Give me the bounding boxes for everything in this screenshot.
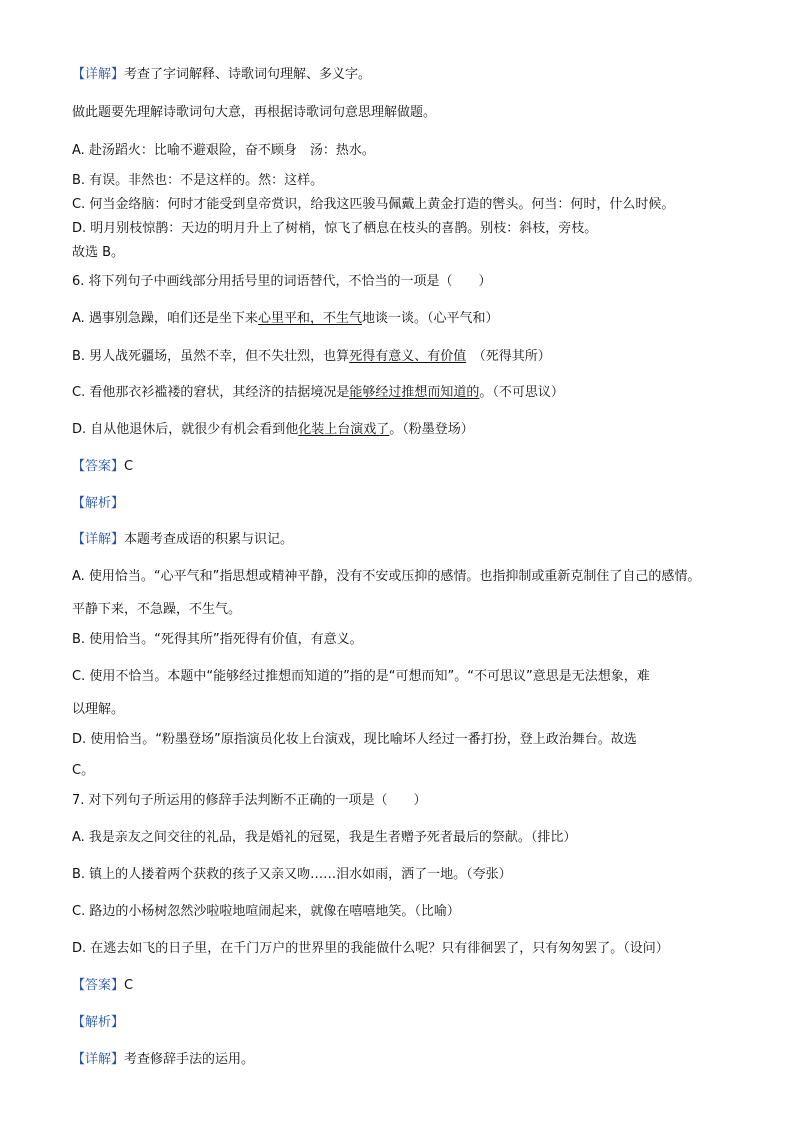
- analysis-6: [72, 495, 124, 513]
- question-6-option-b: B. 男人战死疆场，虽然不幸，但不失壮烈，也算死得有意义、有价值 （死得其所）: [72, 349, 551, 364]
- analysis-7: [72, 1014, 124, 1032]
- underlined-phrase: 能够经过推想而知道的: [349, 385, 480, 400]
- detail-tag: 【详解】: [72, 67, 125, 82]
- detail-tag: 【详解】: [72, 532, 125, 547]
- method-line: 做此题要先理解诗歌词句大意，再根据诗歌词句意思理解做题。: [72, 105, 437, 120]
- option-c-explanation: C. 何当金络脑：何时才能受到皇帝赏识，给我这匹骏马佩戴上黄金打造的辔头。何当：何时，什么时候。: [72, 197, 675, 212]
- explain-6a-line2: 平静下来，不急躁，不生气。: [72, 602, 242, 617]
- question-6-option-d: D. 自从他退休后，就很少有机会看到他化装上台演戏了。（粉墨登场）: [72, 422, 474, 437]
- question-6-option-a: A. 遇事别急躁，咱们还是坐下来心里平和，不生气地谈一谈。（心平气和）: [72, 311, 499, 326]
- explain-6a-line1: A. 使用恰当。“心平气和”指思想或精神平静，没有不安或压抑的感情。也指抑制或重新克制住了自己的感情。: [72, 569, 701, 584]
- explain-6d-line1: D. 使用恰当。“粉墨登场”原指演员化妆上台演戏，现比喻坏人经过一番打扮，登上政治舞台。故选: [72, 732, 637, 747]
- detail-line: 【详解】考查了字词解释、诗歌词句理解、多义字。: [72, 67, 372, 82]
- explain-6c-line2: 以理解。: [72, 702, 125, 717]
- analysis-tag: 【解析】: [72, 1015, 125, 1030]
- underlined-phrase: 死得有意义、有价值: [349, 349, 467, 364]
- question-7: 7. 对下列句子所运用的修辞手法判断不正确的一项是（ ）: [72, 793, 427, 808]
- explain-6c-line1: C. 使用不恰当。本题中“能够经过推想而知道的”指的是“可想而知”。“不可思议”意思是无法想象，难: [72, 669, 650, 684]
- answer-tag: 【答案】: [72, 459, 125, 474]
- detail-6: 【详解】本题考查成语的积累与识记。: [72, 532, 294, 547]
- question-7-option-b: B. 镇上的人搂着两个获救的孩子又亲又吻……泪水如雨，洒了一地。（夸张）: [72, 867, 512, 882]
- explain-6d-line2: C。: [72, 763, 95, 778]
- choice-line: 故选 B。: [72, 245, 125, 260]
- question-6-option-c: C. 看他那衣衫褴褛的窘状，其经济的拮据境况是能够经过推想而知道的。（不可思议）: [72, 385, 564, 400]
- answer-6: 【答案】C: [72, 459, 134, 474]
- option-d-explanation: D. 明月别枝惊鹊：天边的明月升上了树梢，惊飞了栖息在枝头的喜鹊。别枝：斜枝，旁枝。: [72, 221, 598, 236]
- underlined-phrase: 化装上台演戏了: [298, 422, 390, 437]
- detail-tag: 【详解】: [72, 1052, 125, 1067]
- question-6: 6. 将下列句子中画线部分用括号里的词语替代，不恰当的一项是（ ）: [72, 274, 492, 289]
- question-7-option-c: C. 路边的小杨树忽然沙啦啦地喧闹起来，就像在嘻嘻地笑。（比喻）: [72, 904, 460, 919]
- answer-tag: 【答案】: [72, 978, 125, 993]
- detail-7: 【详解】考查修辞手法的运用。: [72, 1052, 255, 1067]
- explain-6b: B. 使用恰当。“死得其所”指死得有价值，有意义。: [72, 632, 363, 647]
- underlined-phrase: 心里平和，不生气: [257, 311, 362, 326]
- option-a-explanation: A. 赴汤蹈火：比喻不避艰险，奋不顾身 汤：热水。: [72, 143, 375, 158]
- analysis-tag: 【解析】: [72, 496, 125, 511]
- answer-7: 【答案】C: [72, 978, 134, 993]
- question-7-option-a: A. 我是亲友之间交往的礼品，我是婚礼的冠冕，我是生者赠予死者最后的祭献。（排比）: [72, 830, 577, 845]
- option-b-explanation: B. 有误。非然也：不是这样的。然：这样。: [72, 173, 324, 188]
- question-7-option-d: D. 在逃去如飞的日子里，在千门万户的世界里的我能做什么呢？只有徘徊罢了，只有匆匆罢了。（设问）: [72, 941, 669, 956]
